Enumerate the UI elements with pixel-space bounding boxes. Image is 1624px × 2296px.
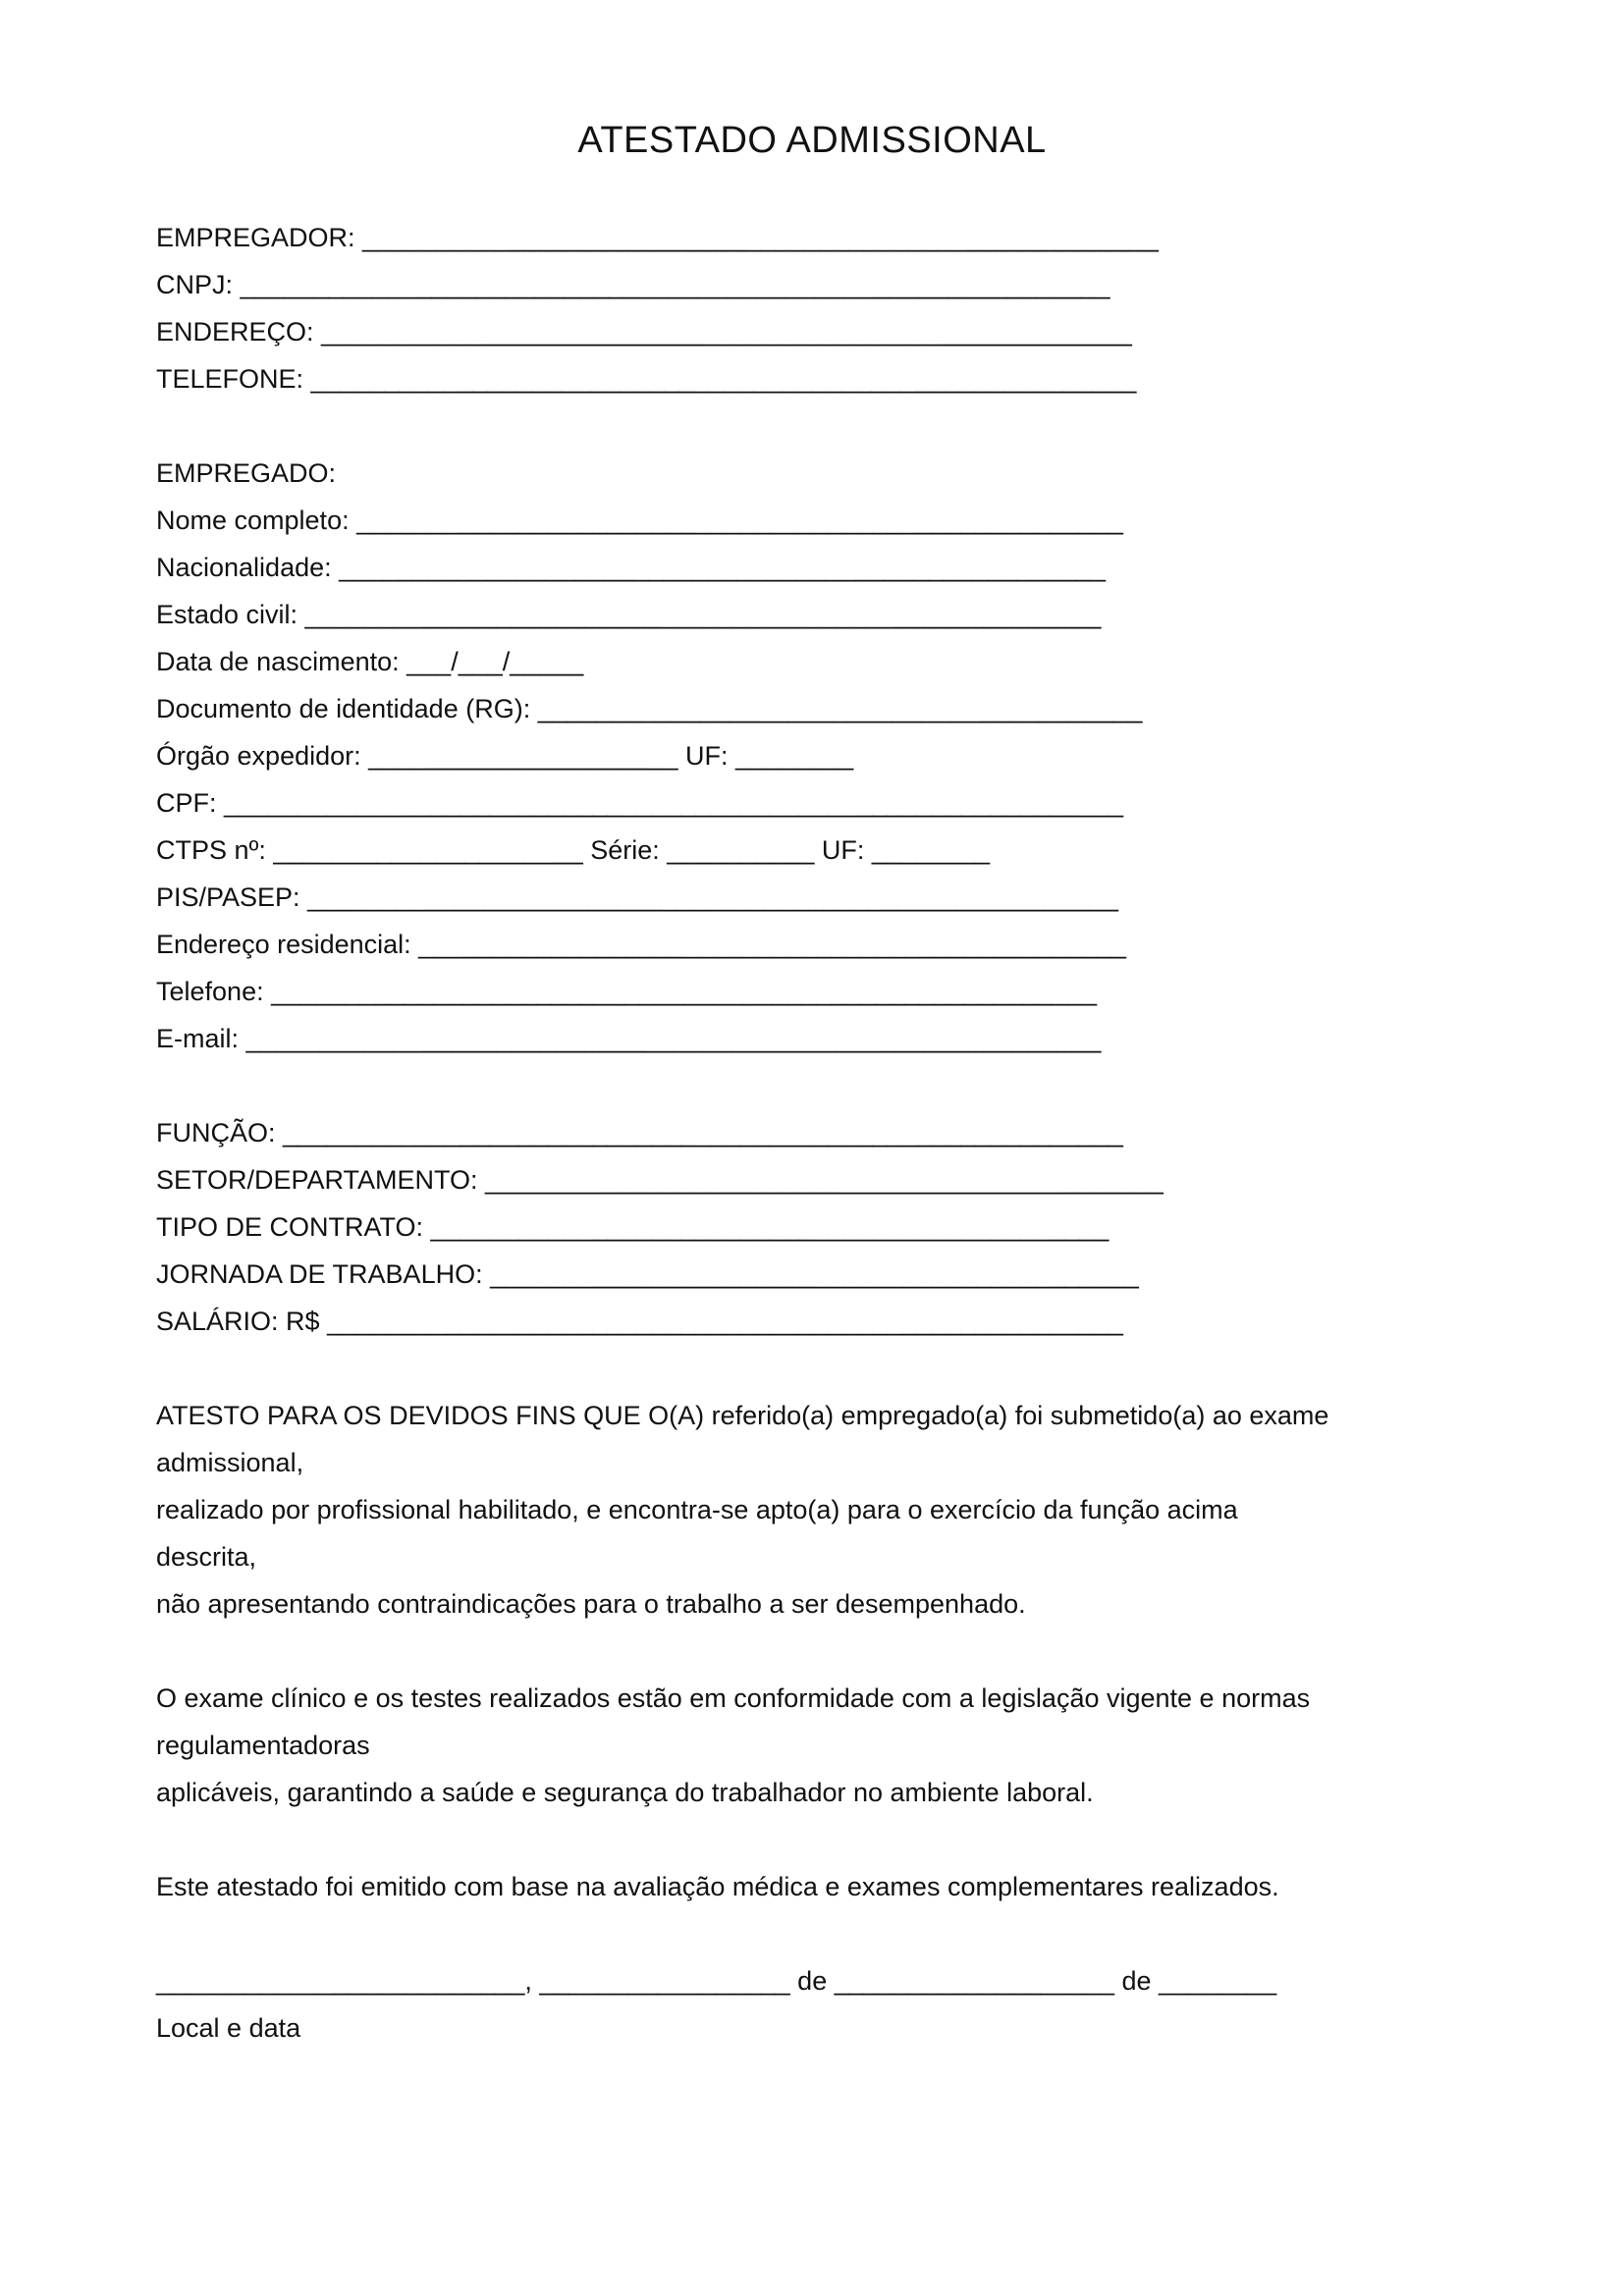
place-date-line: _________________________, _________________ de ___________________ de ________ [156, 1966, 1277, 1996]
id-document-field: Documento de identidade (RG): _________________________________________ [156, 694, 1143, 723]
document-title: ATESTADO ADMISSIONAL [577, 120, 1047, 161]
full-name-field: Nome completo: ____________________________________________________ [156, 506, 1123, 535]
spacer [156, 402, 1462, 450]
attestation-paragraph-line: admissional, [156, 1448, 304, 1477]
employer-phone-field: TELEFONE: ________________________________________________________ [156, 364, 1137, 394]
attestation-paragraph-line: ATESTO PARA OS DEVIDOS FINS QUE O(A) referido(a) empregado(a) foi submetido(a) ao exame [156, 1401, 1329, 1430]
compliance-paragraph-line: regulamentadoras [156, 1731, 370, 1760]
employee-phone-field: Telefone: ________________________________________________________ [156, 977, 1097, 1006]
employee-heading: EMPREGADO: [156, 458, 337, 488]
issuing-agency-field: Órgão expedidor: _____________________ UF: ________ [156, 741, 854, 771]
pis-pasep-field: PIS/PASEP: _______________________________________________________ [156, 882, 1118, 912]
compliance-paragraph-line: O exame clínico e os testes realizados estão em conformidade com a legislação vigente e normas [156, 1683, 1311, 1713]
salary-field: SALÁRIO: R$ ______________________________________________________ [156, 1307, 1123, 1336]
attestation-paragraph-line: descrita, [156, 1542, 257, 1572]
ctps-field: CTPS nº: _____________________ Série: __________ UF: ________ [156, 835, 991, 865]
spacer [156, 1816, 1462, 1863]
spacer [156, 1910, 1462, 1957]
residential-address-field: Endereço residencial: ________________________________________________ [156, 930, 1126, 959]
spacer [156, 1628, 1462, 1675]
work-schedule-field: JORNADA DE TRABALHO: ____________________________________________ [156, 1259, 1139, 1289]
contract-type-field: TIPO DE CONTRATO: ______________________________________________ [156, 1212, 1110, 1242]
employer-field: EMPREGADOR: ______________________________________________________ [156, 223, 1159, 252]
issuance-statement: Este atestado foi emitido com base na avaliação médica e exames complementares realizados. [156, 1872, 1279, 1901]
spacer [156, 1062, 1462, 1109]
place-date-label: Local e data [156, 2013, 301, 2043]
function-field: FUNÇÃO: _________________________________________________________ [156, 1118, 1123, 1148]
department-field: SETOR/DEPARTAMENTO: ______________________________________________ [156, 1165, 1164, 1195]
birth-date-field: Data de nascimento: ___/___/_____ [156, 647, 584, 676]
cnpj-field: CNPJ: ___________________________________________________________ [156, 270, 1110, 299]
attestation-paragraph-line: realizado por profissional habilitado, e encontra-se apto(a) para o exercício da função acima [156, 1495, 1238, 1524]
marital-status-field: Estado civil: ______________________________________________________ [156, 600, 1102, 629]
email-field: E-mail: __________________________________________________________ [156, 1024, 1102, 1053]
attestation-paragraph-line: não apresentando contraindicações para o trabalho a ser desempenhado. [156, 1589, 1026, 1619]
spacer [156, 1345, 1462, 1392]
nationality-field: Nacionalidade: ____________________________________________________ [156, 553, 1106, 582]
document-body [156, 214, 1462, 2052]
cpf-field: CPF: _____________________________________________________________ [156, 788, 1123, 818]
employer-address-field: ENDEREÇO: _______________________________________________________ [156, 317, 1132, 347]
compliance-paragraph-line: aplicáveis, garantindo a saúde e segurança do trabalhador no ambiente laboral. [156, 1778, 1094, 1807]
